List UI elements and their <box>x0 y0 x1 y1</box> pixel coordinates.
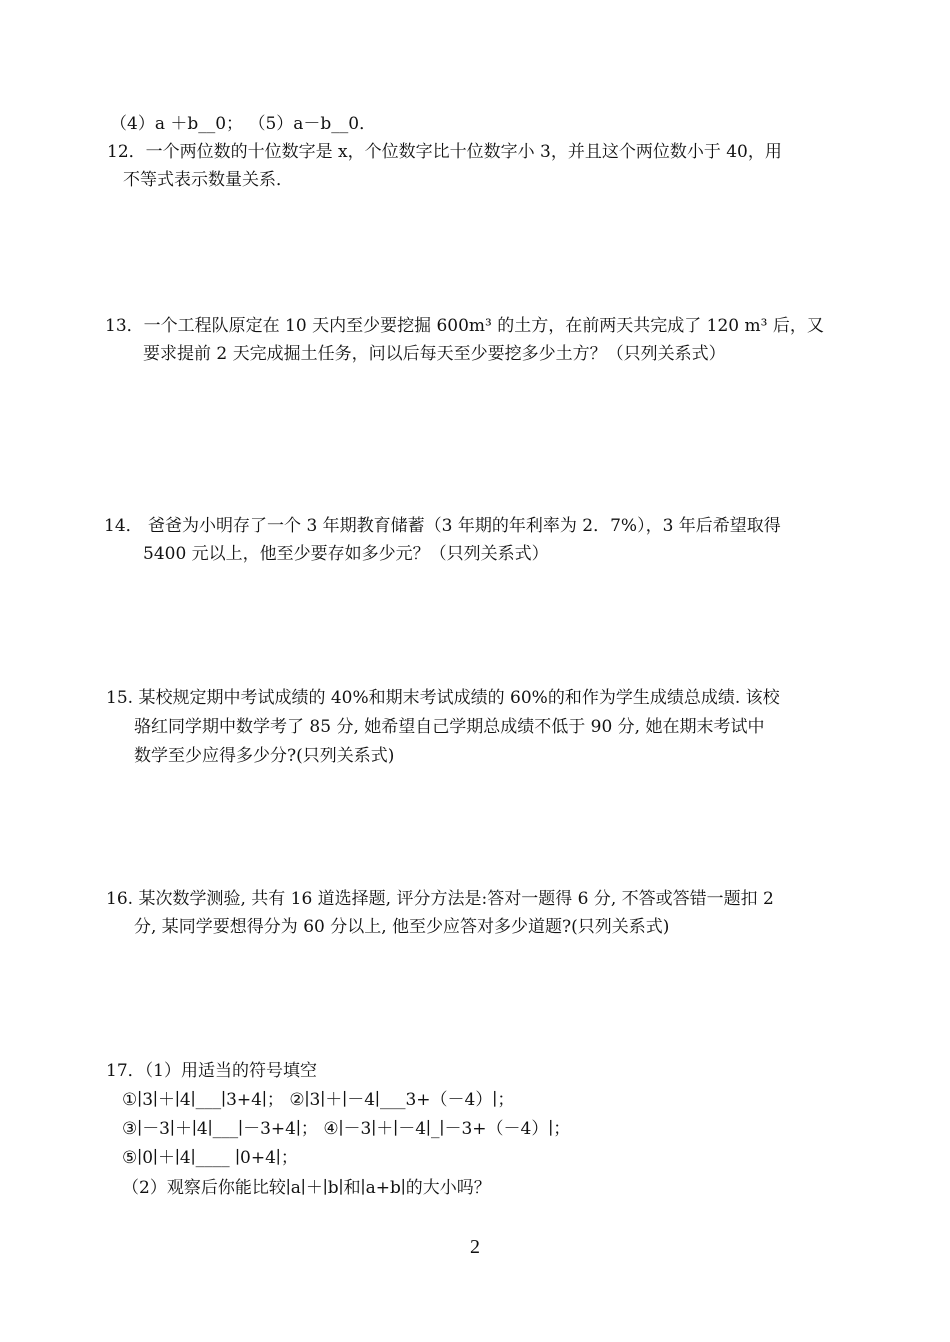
question-17-line-5: （2）观察后你能比较∣a∣＋∣b∣和∣a+b∣的大小吗？ <box>122 1178 491 1198</box>
page-number: 2 <box>470 1236 480 1258</box>
question-15-line-3: 数学至少应得多少分?(只列关系式) <box>134 746 395 766</box>
question-17-line-3: ③∣－3∣＋∣4∣___∣－3+4∣； ④∣－3∣＋∣－4∣_∣－3+（－4）∣； <box>122 1119 571 1139</box>
question-13-line-1: 13．一个工程队原定在 10 天内至少要挖掘 600m³ 的土方，在前两天共完成了 120 m³ 后，又 <box>105 316 824 336</box>
question-17-line-2: ①∣3∣＋∣4∣___∣3+4∣； ②∣3∣＋∣－4∣___3+（－4）∣； <box>122 1090 515 1110</box>
text-line: （4）a ＋b__0； （5）a－b__0． <box>110 114 377 134</box>
question-16-line-1: 16. 某次数学测验, 共有 16 道选择题, 评分方法是:答对一题得 6 分, 不答或答错一题扣 2 <box>106 889 774 909</box>
question-16-line-2: 分, 某同学要想得分为 60 分以上, 他至少应答对多少道题?(只列关系式) <box>134 917 670 937</box>
question-13-line-2: 要求提前 2 天完成掘土任务，问以后每天至少要挖多少土方？（只列关系式） <box>143 344 726 364</box>
question-17-line-1: 17．（1）用适当的符号填空 <box>106 1061 317 1081</box>
question-17-line-4: ⑤∣0∣＋∣4∣____ ∣0+4∣； <box>122 1148 298 1168</box>
question-12-line-2: 不等式表示数量关系． <box>123 170 293 190</box>
question-12-line-1: 12．一个两位数的十位数字是 x，个位数字比十位数字小 3，并且这个两位数小于 40，用 <box>107 142 782 162</box>
question-14-line-2: 5400 元以上，他至少要存如多少元？（只列关系式） <box>143 544 549 564</box>
question-14-line-1: 14． 爸爸为小明存了一个 3 年期教育储蓄（3 年期的年利率为 2．7%），3 年后希望取得 <box>104 516 781 536</box>
question-15-line-1: 15. 某校规定期中考试成绩的 40%和期末考试成绩的 60%的和作为学生成绩总成绩. 该校 <box>106 688 780 708</box>
question-15-line-2: 骆红同学期中数学考了 85 分, 她希望自己学期总成绩不低于 90 分, 她在期末考试中 <box>134 717 765 737</box>
